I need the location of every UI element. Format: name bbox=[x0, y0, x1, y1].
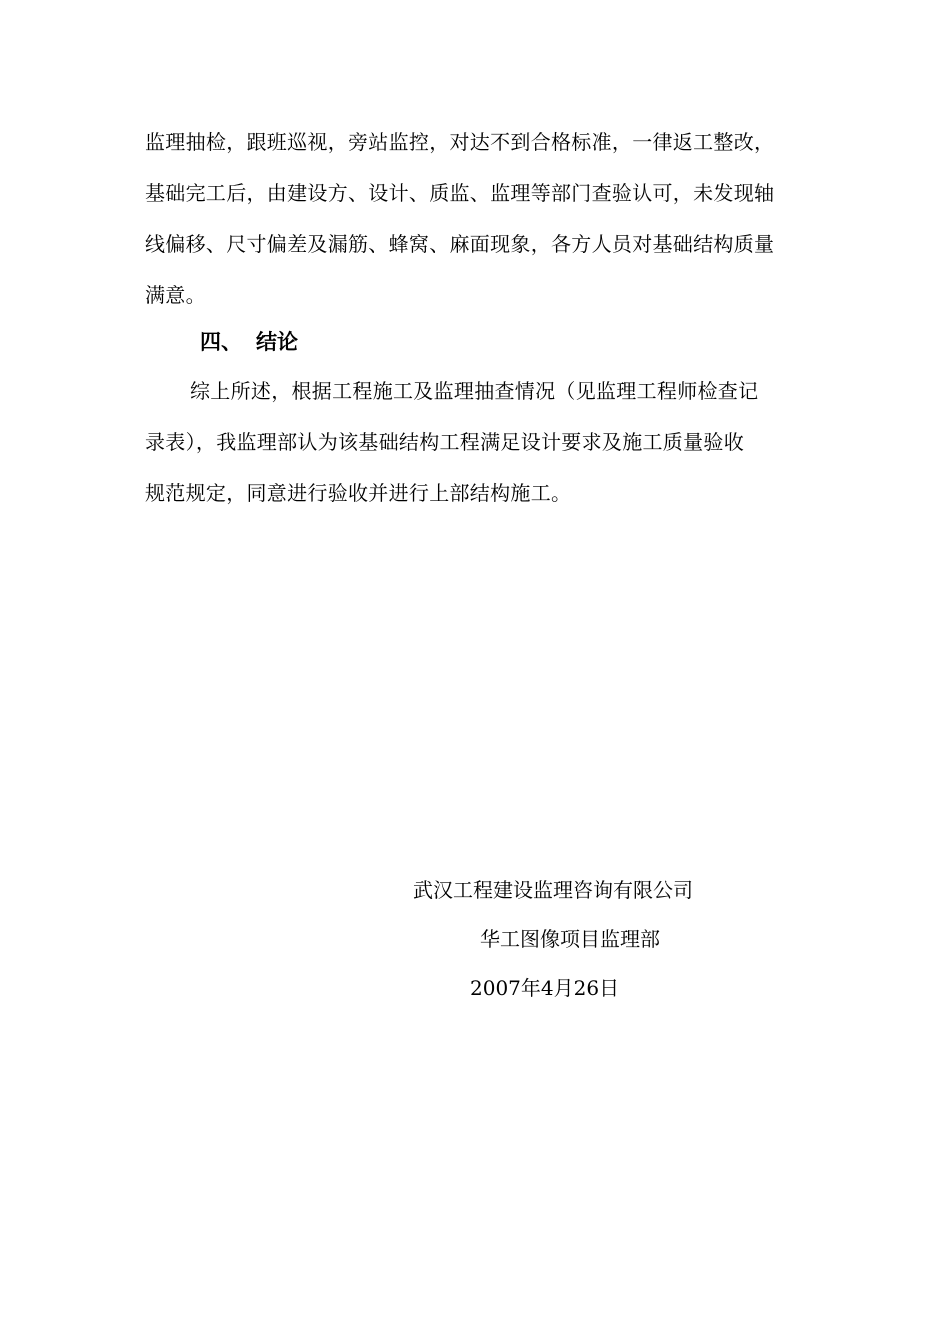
body-line: 满意。 bbox=[145, 283, 206, 307]
section-heading bbox=[200, 327, 298, 357]
body-line: 基础完工后，由建设方、设计、质监、监理等部门查验认可，未发现轴 bbox=[145, 181, 775, 205]
conclusion-line: 综上所述，根据工程施工及监理抽查情况（见监理工程师检查记 bbox=[190, 379, 759, 403]
signature-date: 2007年4月26日 bbox=[470, 976, 620, 1000]
conclusion-line: 录表），我监理部认为该基础结构工程满足设计要求及施工质量验收 bbox=[145, 430, 744, 454]
conclusion-line: 规范规定，同意进行验收并进行上部结构施工。 bbox=[145, 481, 572, 505]
section-number: 四、 bbox=[200, 329, 242, 354]
section-title: 结论 bbox=[256, 329, 298, 354]
signature-department: 华工图像项目监理部 bbox=[480, 927, 660, 951]
body-line: 监理抽检，跟班巡视，旁站监控，对达不到合格标准，一律返工整改， bbox=[145, 130, 775, 154]
body-line: 线偏移、尺寸偏差及漏筋、蜂窝、麻面现象，各方人员对基础结构质量 bbox=[145, 232, 775, 256]
signature-company: 武汉工程建设监理咨询有限公司 bbox=[413, 878, 693, 902]
